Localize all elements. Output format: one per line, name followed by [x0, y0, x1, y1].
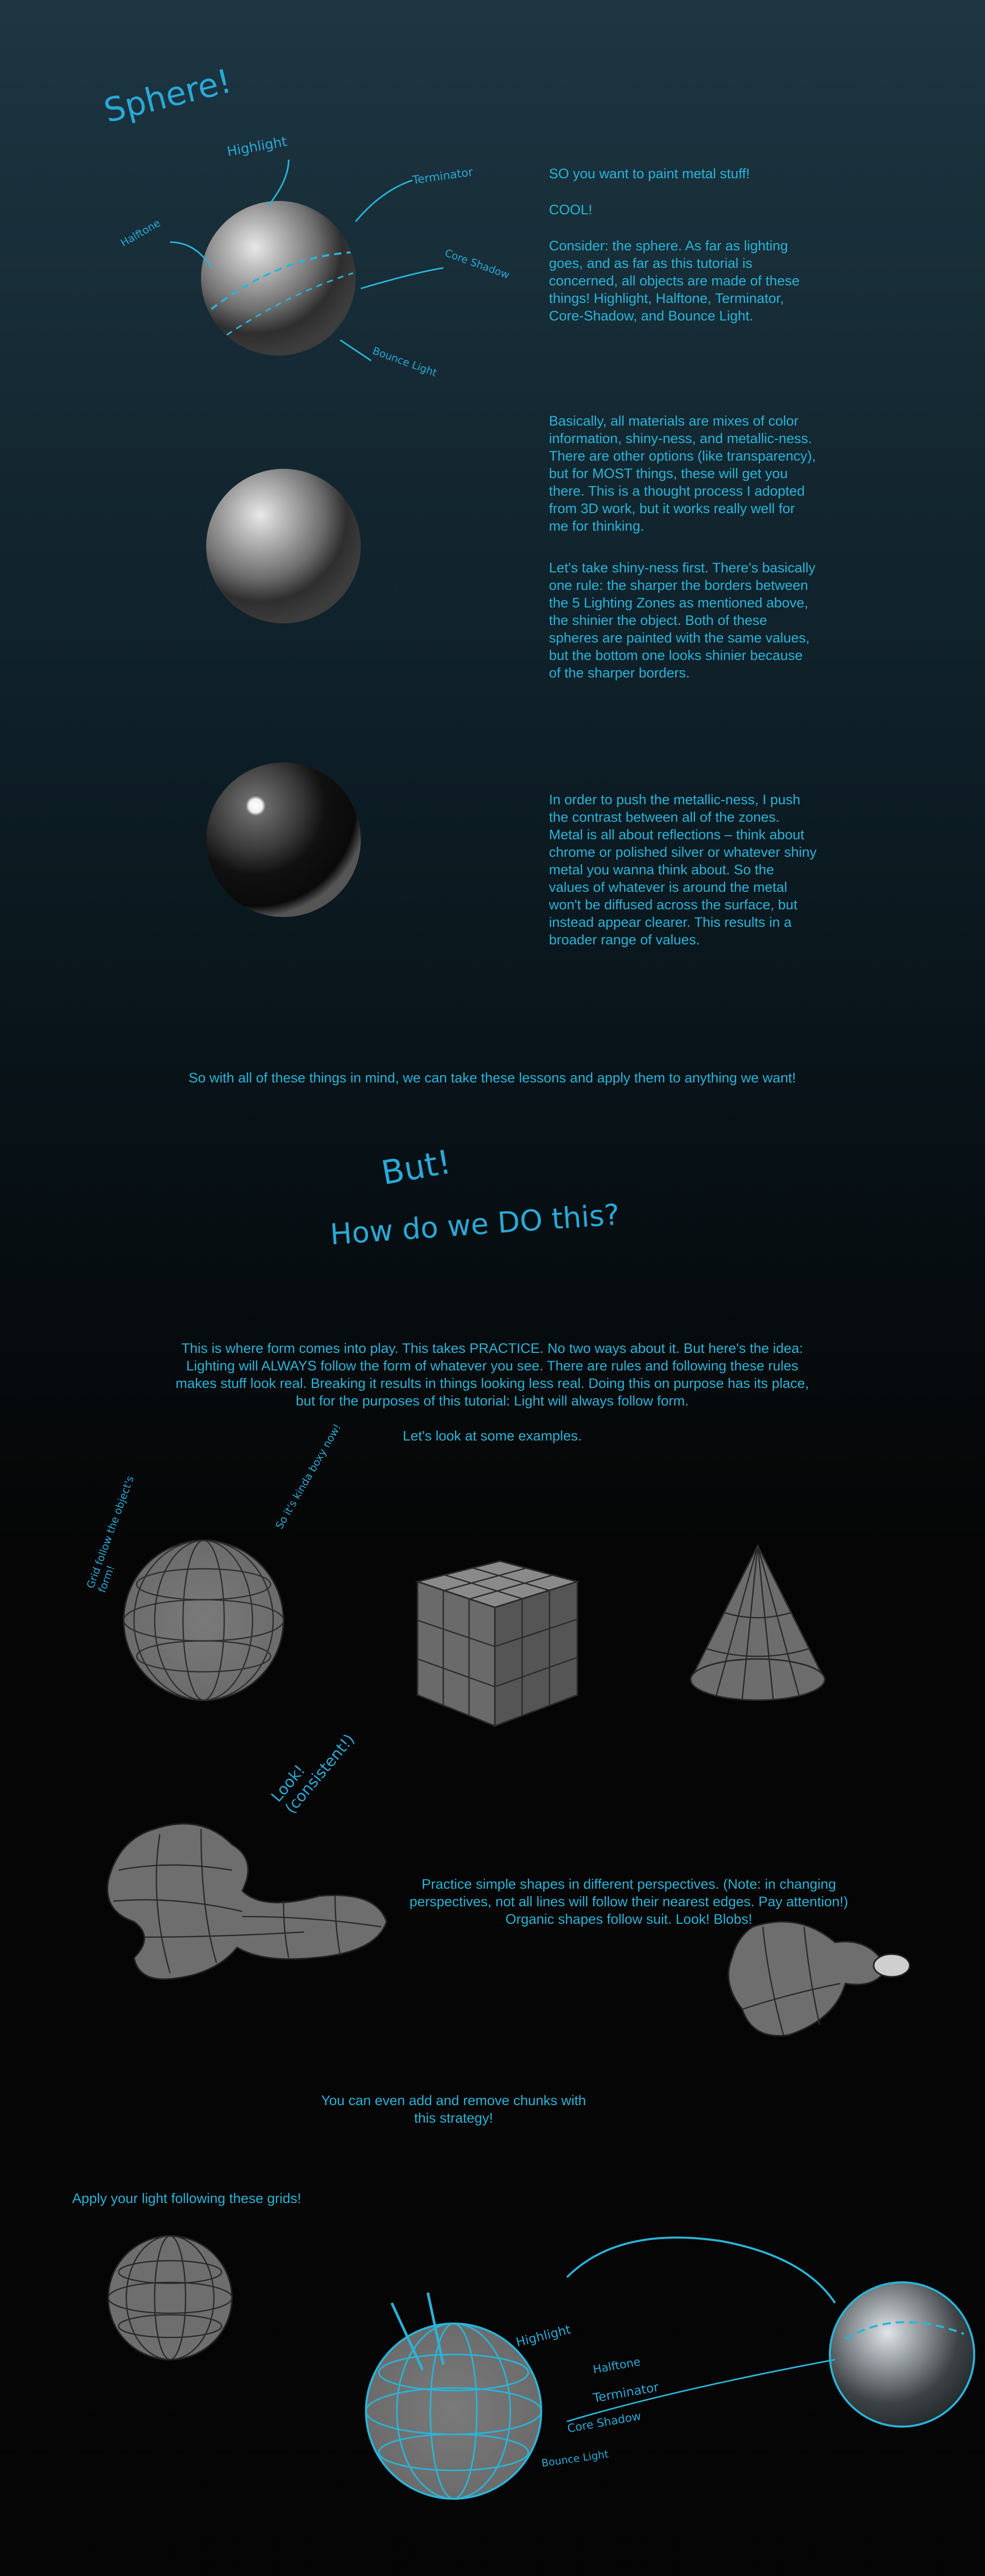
practice-paragraph: Practice simple shapes in different perspectives. (Note: in changing perspectives, not all lines will follow their nearest edges. Pay attention!) Organic shapes follow suit. Look! Blobs! — [409, 1876, 848, 1927]
light-label-highlight: Highlight — [514, 2322, 573, 2350]
note-look: Look! (consistent!) — [268, 1731, 359, 1818]
sphere-metal — [201, 757, 366, 922]
label-core-shadow: Core Shadow — [443, 246, 511, 281]
light-label-halftone: Halftone — [592, 2355, 642, 2377]
sphere-heading: Sphere! — [100, 62, 236, 131]
small-grid-sphere — [103, 2231, 237, 2365]
materials-paragraph: Basically, all materials are mixes of color information, shiny-ness, and metallic-ness. There are other options (like transparency), but for MOST things, these will get you there. This is a thought process I adopted from 3D work, but it works really well for me for thinking. — [549, 413, 816, 534]
grid-sphere — [119, 1535, 289, 1705]
apply-light-text: Apply your light following these grids! — [72, 2191, 302, 2206]
lighting-arrows — [0, 0, 1, 1]
how-heading: How do we DO this? — [329, 1198, 621, 1252]
grid-cone — [686, 1540, 830, 1710]
note-boxy: So it's kinda boxy now! — [273, 1421, 344, 1531]
light-label-core-shadow: Core Shadow — [566, 2410, 642, 2436]
shininess-paragraph: Let's take shiny-ness first. There's basically one rule: the sharper the borders between the 5 Lighting Zones as mentioned above, the shinier the object. Both of these spheres are painted with the same values, but the bottom one looks shinier because of the sharper borders. — [549, 560, 816, 681]
metallic-paragraph: In order to push the metallic-ness, I push the contrast between all of the zones. Metal is all about reflections – think about chrome or polished silver or whatever shiny metal you wanna think about. So the values of whatever is around the metal won't be diffused across the surface, but instead appear clearer. This results in a broader range of values. — [549, 792, 817, 947]
grid-blob — [88, 1808, 397, 1994]
sphere-paragraph: Consider: the sphere. As far as lighting goes, and as far as this tutorial is concerned, all objects are made of these things! Highlight, Halftone, Terminator, Core-Shadow, and Bounce Light. — [549, 238, 800, 324]
note-grid-form: Grid follow the object's form! — [84, 1474, 137, 1595]
label-halftone: Halftone — [118, 216, 162, 249]
sphere-soft — [201, 464, 366, 629]
label-terminator: Terminator — [411, 165, 474, 188]
grid-blob-chunk — [706, 1906, 923, 2050]
label-highlight: Highlight — [226, 134, 289, 160]
rendered-sphere — [825, 2277, 979, 2432]
cool-text: COOL! — [549, 202, 593, 217]
light-label-bounce: Bounce Light — [540, 2448, 609, 2469]
chunks-text: You can even add and remove chunks with this strategy! — [321, 2093, 586, 2126]
form-paragraph: This is where form comes into play. This takes PRACTICE. No two ways about it. But here's the idea: Lighting will ALWAYS follow the form of whatever you see. There are rules and following these rules makes stuff look real. Breaking it results in things looking less real. Doing this on purpose has its place, but for the purposes of this tutorial: Light will always follow form. — [175, 1341, 809, 1409]
label-bounce-light: Bounce Light — [371, 344, 439, 379]
examples-text: Let's look at some examples. — [403, 1428, 582, 1444]
grid-cube — [407, 1551, 588, 1736]
summary-text: So with all of these things in mind, we can take these lessons and apply them to anything we want! — [188, 1070, 796, 1086]
but-heading: But! — [378, 1143, 454, 1193]
light-label-terminator: Terminator — [592, 2380, 660, 2405]
intro-paragraph: SO you want to paint metal stuff! — [549, 166, 750, 181]
sphere-diagram-1 — [196, 196, 361, 361]
